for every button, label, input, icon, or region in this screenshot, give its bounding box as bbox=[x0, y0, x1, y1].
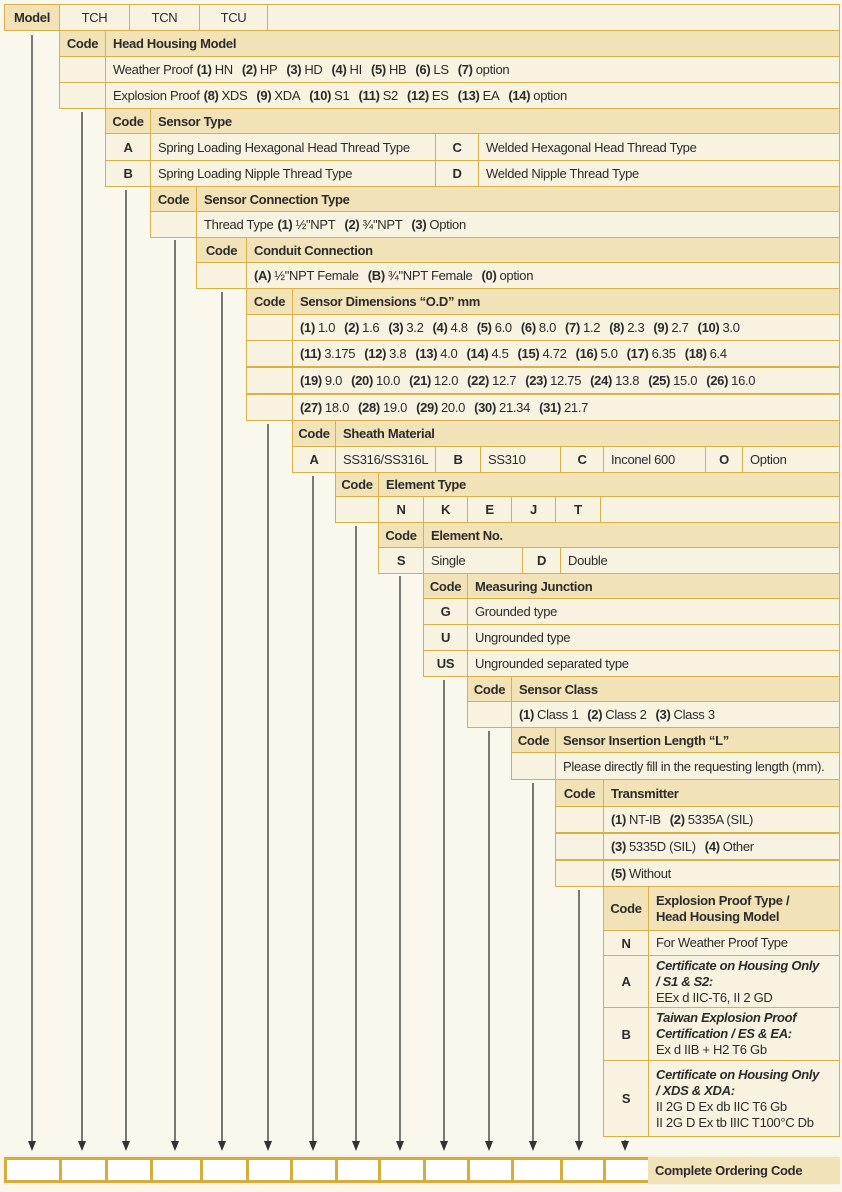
option-number: (4) bbox=[704, 839, 720, 854]
option-number: (2) bbox=[344, 320, 360, 335]
arrow-down-icon bbox=[485, 1141, 493, 1151]
option-value: ½"NPT bbox=[295, 217, 336, 232]
option-number: (3) bbox=[655, 707, 671, 722]
insertion-title-text: Sensor Insertion Length “L” bbox=[563, 732, 729, 748]
option-value: 3.2 bbox=[406, 320, 424, 335]
code-cell-text: S bbox=[621, 1091, 631, 1106]
option-number: (25) bbox=[648, 373, 671, 388]
option-value: 3.175 bbox=[324, 346, 356, 361]
code-cell-text: T bbox=[574, 502, 582, 517]
option-number: (6) bbox=[520, 320, 536, 335]
desc-cell-text: Spring Loading Hexagonal Head Thread Type bbox=[158, 139, 410, 155]
option-number: (14) bbox=[466, 346, 489, 361]
certificate-marking: II 2G D Ex db IIC T6 Gb bbox=[656, 1098, 787, 1114]
model-option-text: TCU bbox=[220, 10, 247, 25]
option-number: (11) bbox=[300, 346, 322, 361]
option-value: S2 bbox=[382, 88, 398, 103]
certificate-title: Certification / ES & EA: bbox=[656, 1026, 792, 1041]
option-number: (3) bbox=[388, 320, 404, 335]
code-header-text: Code bbox=[385, 527, 417, 543]
option-number: (20) bbox=[351, 373, 374, 388]
option-value: HN bbox=[214, 62, 233, 77]
option-number: (29) bbox=[416, 400, 438, 415]
option-number: (18) bbox=[684, 346, 707, 361]
code-header-text: Code bbox=[112, 113, 144, 129]
option-value: 12.75 bbox=[550, 373, 582, 388]
option-value: 16.0 bbox=[731, 373, 756, 388]
certificate-marking: II 2G D Ex tb IIIC T100°C Db bbox=[656, 1114, 814, 1130]
desc-cell-text: Option bbox=[750, 452, 787, 467]
option-value: 4.5 bbox=[491, 346, 509, 361]
option-number: (8) bbox=[609, 320, 625, 335]
arrow-down-icon bbox=[122, 1141, 130, 1151]
option-number: (22) bbox=[467, 373, 490, 388]
option-number: (5) bbox=[611, 866, 626, 881]
model-option-text: TCN bbox=[151, 10, 178, 25]
option-value: XDS bbox=[221, 88, 248, 103]
option-number: (24) bbox=[590, 373, 613, 388]
option-number: (5) bbox=[476, 320, 492, 335]
arrow-down-icon bbox=[575, 1141, 583, 1151]
sheath-title-text: Sheath Material bbox=[343, 426, 435, 441]
row-prefix: Explosion Proof bbox=[113, 88, 200, 103]
option-value: HD bbox=[304, 62, 323, 77]
option-value: 20.0 bbox=[440, 400, 466, 415]
option-value: ½"NPT Female bbox=[274, 268, 359, 283]
code-header-text: Code bbox=[157, 191, 190, 207]
option-value: 9.0 bbox=[324, 373, 343, 388]
code-cell-text: A bbox=[621, 974, 631, 989]
option-value: HI bbox=[349, 62, 362, 77]
head-housing-title-text: Head Housing Model bbox=[113, 36, 237, 51]
code-cell-text: D bbox=[452, 166, 462, 181]
dimensions-title-text: Sensor Dimensions “O.D” mm bbox=[300, 294, 481, 309]
option-value: 12.7 bbox=[492, 373, 517, 388]
row-prefix: Thread Type bbox=[204, 217, 274, 232]
option-value: 2.3 bbox=[627, 320, 645, 335]
option-value: 5.0 bbox=[600, 346, 618, 361]
desc-cell-text: SS310 bbox=[488, 452, 526, 467]
option-value: 1.6 bbox=[362, 320, 380, 335]
option-number: (3) bbox=[286, 62, 302, 77]
option-number: (5) bbox=[370, 62, 386, 77]
arrow-down-icon bbox=[28, 1141, 36, 1151]
complete-ordering-code-label-text: Complete Ordering Code bbox=[655, 1163, 803, 1178]
option-value: 8.0 bbox=[538, 320, 557, 335]
option-number: (2) bbox=[344, 217, 360, 232]
option-value: Class 3 bbox=[673, 707, 715, 722]
row-prefix: Weather Proof bbox=[113, 62, 193, 77]
code-cell-text: N bbox=[396, 502, 406, 517]
arrow-down-icon bbox=[309, 1141, 317, 1151]
option-number: (12) bbox=[364, 346, 387, 361]
option-value: 4.8 bbox=[450, 320, 468, 335]
code-cell-text: N bbox=[621, 935, 631, 951]
option-value: 13.8 bbox=[615, 373, 640, 388]
option-value: 1.2 bbox=[583, 320, 601, 335]
option-number: (9) bbox=[256, 88, 272, 103]
code-cell-text: C bbox=[577, 452, 587, 467]
option-value: 18.0 bbox=[324, 400, 350, 415]
option-number: (15) bbox=[517, 346, 540, 361]
option-number: (9) bbox=[653, 320, 669, 335]
conduit-title-text: Conduit Connection bbox=[254, 242, 373, 258]
element-type-title-text: Element Type bbox=[386, 477, 466, 492]
option-number: (6) bbox=[415, 62, 431, 77]
option-number: (1) bbox=[300, 320, 315, 335]
title-line: Explosion Proof Type / bbox=[656, 892, 790, 908]
code-header-text: Code bbox=[429, 578, 462, 594]
code-header-text: Code bbox=[610, 901, 642, 916]
option-number: (31) bbox=[539, 400, 561, 415]
option-number: (17) bbox=[626, 346, 649, 361]
code-header-text: Code bbox=[563, 785, 596, 801]
option-number: (27) bbox=[300, 400, 322, 415]
certificate-marking: For Weather Proof Type bbox=[656, 935, 788, 950]
option-value: 3.0 bbox=[722, 320, 740, 335]
code-header-text: Code bbox=[298, 426, 330, 441]
option-number: (7) bbox=[565, 320, 581, 335]
code-header-text: Code bbox=[341, 477, 373, 492]
code-cell-text: O bbox=[719, 452, 729, 467]
option-number: (10) bbox=[697, 320, 720, 335]
code-cell-text: A bbox=[123, 139, 133, 155]
option-value: option bbox=[533, 88, 567, 103]
option-value: 15.0 bbox=[673, 373, 698, 388]
option-value: 4.72 bbox=[542, 346, 567, 361]
code-cell-text: B bbox=[453, 452, 463, 467]
option-number: (21) bbox=[409, 373, 432, 388]
option-number: (3) bbox=[611, 839, 626, 854]
option-number: (0) bbox=[481, 268, 497, 283]
option-value: LS bbox=[433, 62, 449, 77]
sensor-class-title-text: Sensor Class bbox=[519, 681, 598, 697]
option-value: Class 2 bbox=[605, 707, 647, 722]
option-value: 19.0 bbox=[382, 400, 408, 415]
option-number: (26) bbox=[706, 373, 729, 388]
desc-cell-text: Inconel 600 bbox=[611, 452, 675, 467]
code-cell-text: B bbox=[621, 1026, 631, 1042]
option-value: Option bbox=[429, 217, 466, 232]
option-value: 6.35 bbox=[651, 346, 676, 361]
arrow-down-icon bbox=[621, 1141, 629, 1151]
option-number: (4) bbox=[331, 62, 347, 77]
arrow-down-icon bbox=[529, 1141, 537, 1151]
certificate-marking: EEx d IIC-T6, II 2 GD bbox=[656, 989, 773, 1005]
option-value: 12.0 bbox=[434, 373, 459, 388]
option-value: HP bbox=[259, 62, 278, 77]
option-number: (30) bbox=[474, 400, 497, 415]
option-number: (A) bbox=[254, 268, 272, 283]
option-value: NT-IB bbox=[629, 812, 661, 827]
option-value: 4.0 bbox=[440, 346, 458, 361]
option-value: 2.7 bbox=[671, 320, 689, 335]
option-value: Without bbox=[629, 866, 671, 881]
option-value: option bbox=[475, 62, 510, 77]
option-value: XDA bbox=[274, 88, 301, 103]
junction-title-text: Measuring Junction bbox=[475, 578, 593, 594]
title-line: Head Housing Model bbox=[656, 908, 780, 924]
arrow-down-icon bbox=[264, 1141, 272, 1151]
code-cell-text: J bbox=[530, 502, 537, 517]
code-cell-text: U bbox=[440, 630, 451, 645]
certificate-title: Taiwan Explosion Proof bbox=[656, 1010, 797, 1025]
option-number: (2) bbox=[241, 62, 257, 77]
option-value: HB bbox=[388, 62, 407, 77]
certificate-marking: Ex d IIB + H2 T6 Gb bbox=[656, 1042, 767, 1057]
option-value: Other bbox=[722, 839, 754, 854]
certificate-title: / XDS & XDA: bbox=[656, 1082, 735, 1098]
option-number: (7) bbox=[457, 62, 473, 77]
option-value: ¾"NPT bbox=[362, 217, 403, 232]
option-value: EA bbox=[482, 88, 500, 103]
desc-cell-text: Welded Hexagonal Head Thread Type bbox=[486, 139, 697, 155]
option-value: ¾"NPT Female bbox=[387, 268, 473, 283]
desc-cell-text: Ungrounded type bbox=[475, 630, 571, 645]
desc-cell-text: Grounded type bbox=[475, 604, 558, 619]
option-number: (2) bbox=[587, 707, 603, 722]
code-cell-text: B bbox=[123, 166, 133, 181]
certificate-title: Certificate on Housing Only bbox=[656, 957, 820, 973]
option-value: 10.0 bbox=[376, 373, 401, 388]
option-number: (2) bbox=[669, 812, 685, 827]
option-value: Class 1 bbox=[537, 707, 579, 722]
desc-cell-text: Ungrounded separated type bbox=[475, 656, 629, 671]
certificate-title: Certificate on Housing Only bbox=[656, 1066, 820, 1082]
certificate-title: / S1 & S2: bbox=[656, 973, 713, 989]
option-value: 5335D (SIL) bbox=[629, 839, 696, 854]
option-number: (14) bbox=[508, 88, 531, 103]
code-header-text: Code bbox=[205, 242, 238, 258]
option-number: (1) bbox=[519, 707, 534, 722]
option-number: (B) bbox=[367, 268, 385, 283]
code-cell-text: E bbox=[485, 502, 494, 517]
option-number: (13) bbox=[457, 88, 480, 103]
option-value: 6.4 bbox=[709, 346, 727, 361]
option-number: (10) bbox=[309, 88, 332, 103]
option-value: S1 bbox=[334, 88, 350, 103]
code-cell-text: A bbox=[309, 452, 319, 467]
option-value: 5335A (SIL) bbox=[687, 812, 754, 827]
desc-cell-text: SS316/SS316L bbox=[343, 452, 429, 467]
option-number: (1) bbox=[277, 217, 293, 232]
option-number: (19) bbox=[300, 373, 322, 388]
option-number: (1) bbox=[196, 62, 212, 77]
option-number: (23) bbox=[525, 373, 548, 388]
desc-cell-text: Single bbox=[431, 553, 466, 568]
code-cell-text: C bbox=[452, 139, 462, 155]
arrow-down-icon bbox=[352, 1141, 360, 1151]
option-number: (3) bbox=[411, 217, 427, 232]
element-no-title-text: Element No. bbox=[431, 527, 503, 543]
option-number: (1) bbox=[611, 812, 626, 827]
insertion-row-text: Please directly fill in the requesting length (mm). bbox=[563, 758, 825, 774]
model-option-text: TCH bbox=[81, 10, 108, 25]
code-header-text: Code bbox=[473, 681, 506, 697]
arrow-down-icon bbox=[78, 1141, 86, 1151]
model-label-text: Model bbox=[13, 10, 51, 25]
option-value: 1.0 bbox=[318, 320, 336, 335]
arrow-down-icon bbox=[440, 1141, 448, 1151]
option-number: (12) bbox=[407, 88, 429, 103]
option-value: 21.34 bbox=[499, 400, 531, 415]
connection-title-text: Sensor Connection Type bbox=[204, 191, 350, 207]
option-number: (4) bbox=[432, 320, 448, 335]
option-value: 3.8 bbox=[389, 346, 407, 361]
transmitter-title-text: Transmitter bbox=[611, 785, 679, 801]
option-number: (16) bbox=[575, 346, 598, 361]
code-cell-text: S bbox=[396, 553, 406, 568]
code-header-text: Code bbox=[253, 294, 286, 309]
option-value: option bbox=[499, 268, 534, 283]
option-number: (11) bbox=[358, 88, 380, 103]
option-value: 6.0 bbox=[494, 320, 512, 335]
code-cell-text: D bbox=[536, 553, 547, 568]
code-cell-text: US bbox=[436, 656, 455, 671]
option-number: (8) bbox=[203, 88, 219, 103]
desc-cell-text: Welded Nipple Thread Type bbox=[486, 166, 639, 181]
desc-cell-text: Double bbox=[568, 553, 608, 568]
code-header-text: Code bbox=[517, 732, 550, 748]
sensor-type-title-text: Sensor Type bbox=[158, 113, 232, 129]
option-value: ES bbox=[431, 88, 449, 103]
code-cell-text: K bbox=[440, 502, 451, 517]
option-number: (13) bbox=[415, 346, 438, 361]
option-value: 21.7 bbox=[563, 400, 589, 415]
arrow-down-icon bbox=[171, 1141, 179, 1151]
code-cell-text: G bbox=[440, 604, 451, 619]
desc-cell-text: Spring Loading Nipple Thread Type bbox=[158, 166, 353, 181]
arrow-down-icon bbox=[396, 1141, 404, 1151]
option-number: (28) bbox=[358, 400, 380, 415]
code-header-text: Code bbox=[66, 36, 99, 51]
arrow-down-icon bbox=[218, 1141, 226, 1151]
